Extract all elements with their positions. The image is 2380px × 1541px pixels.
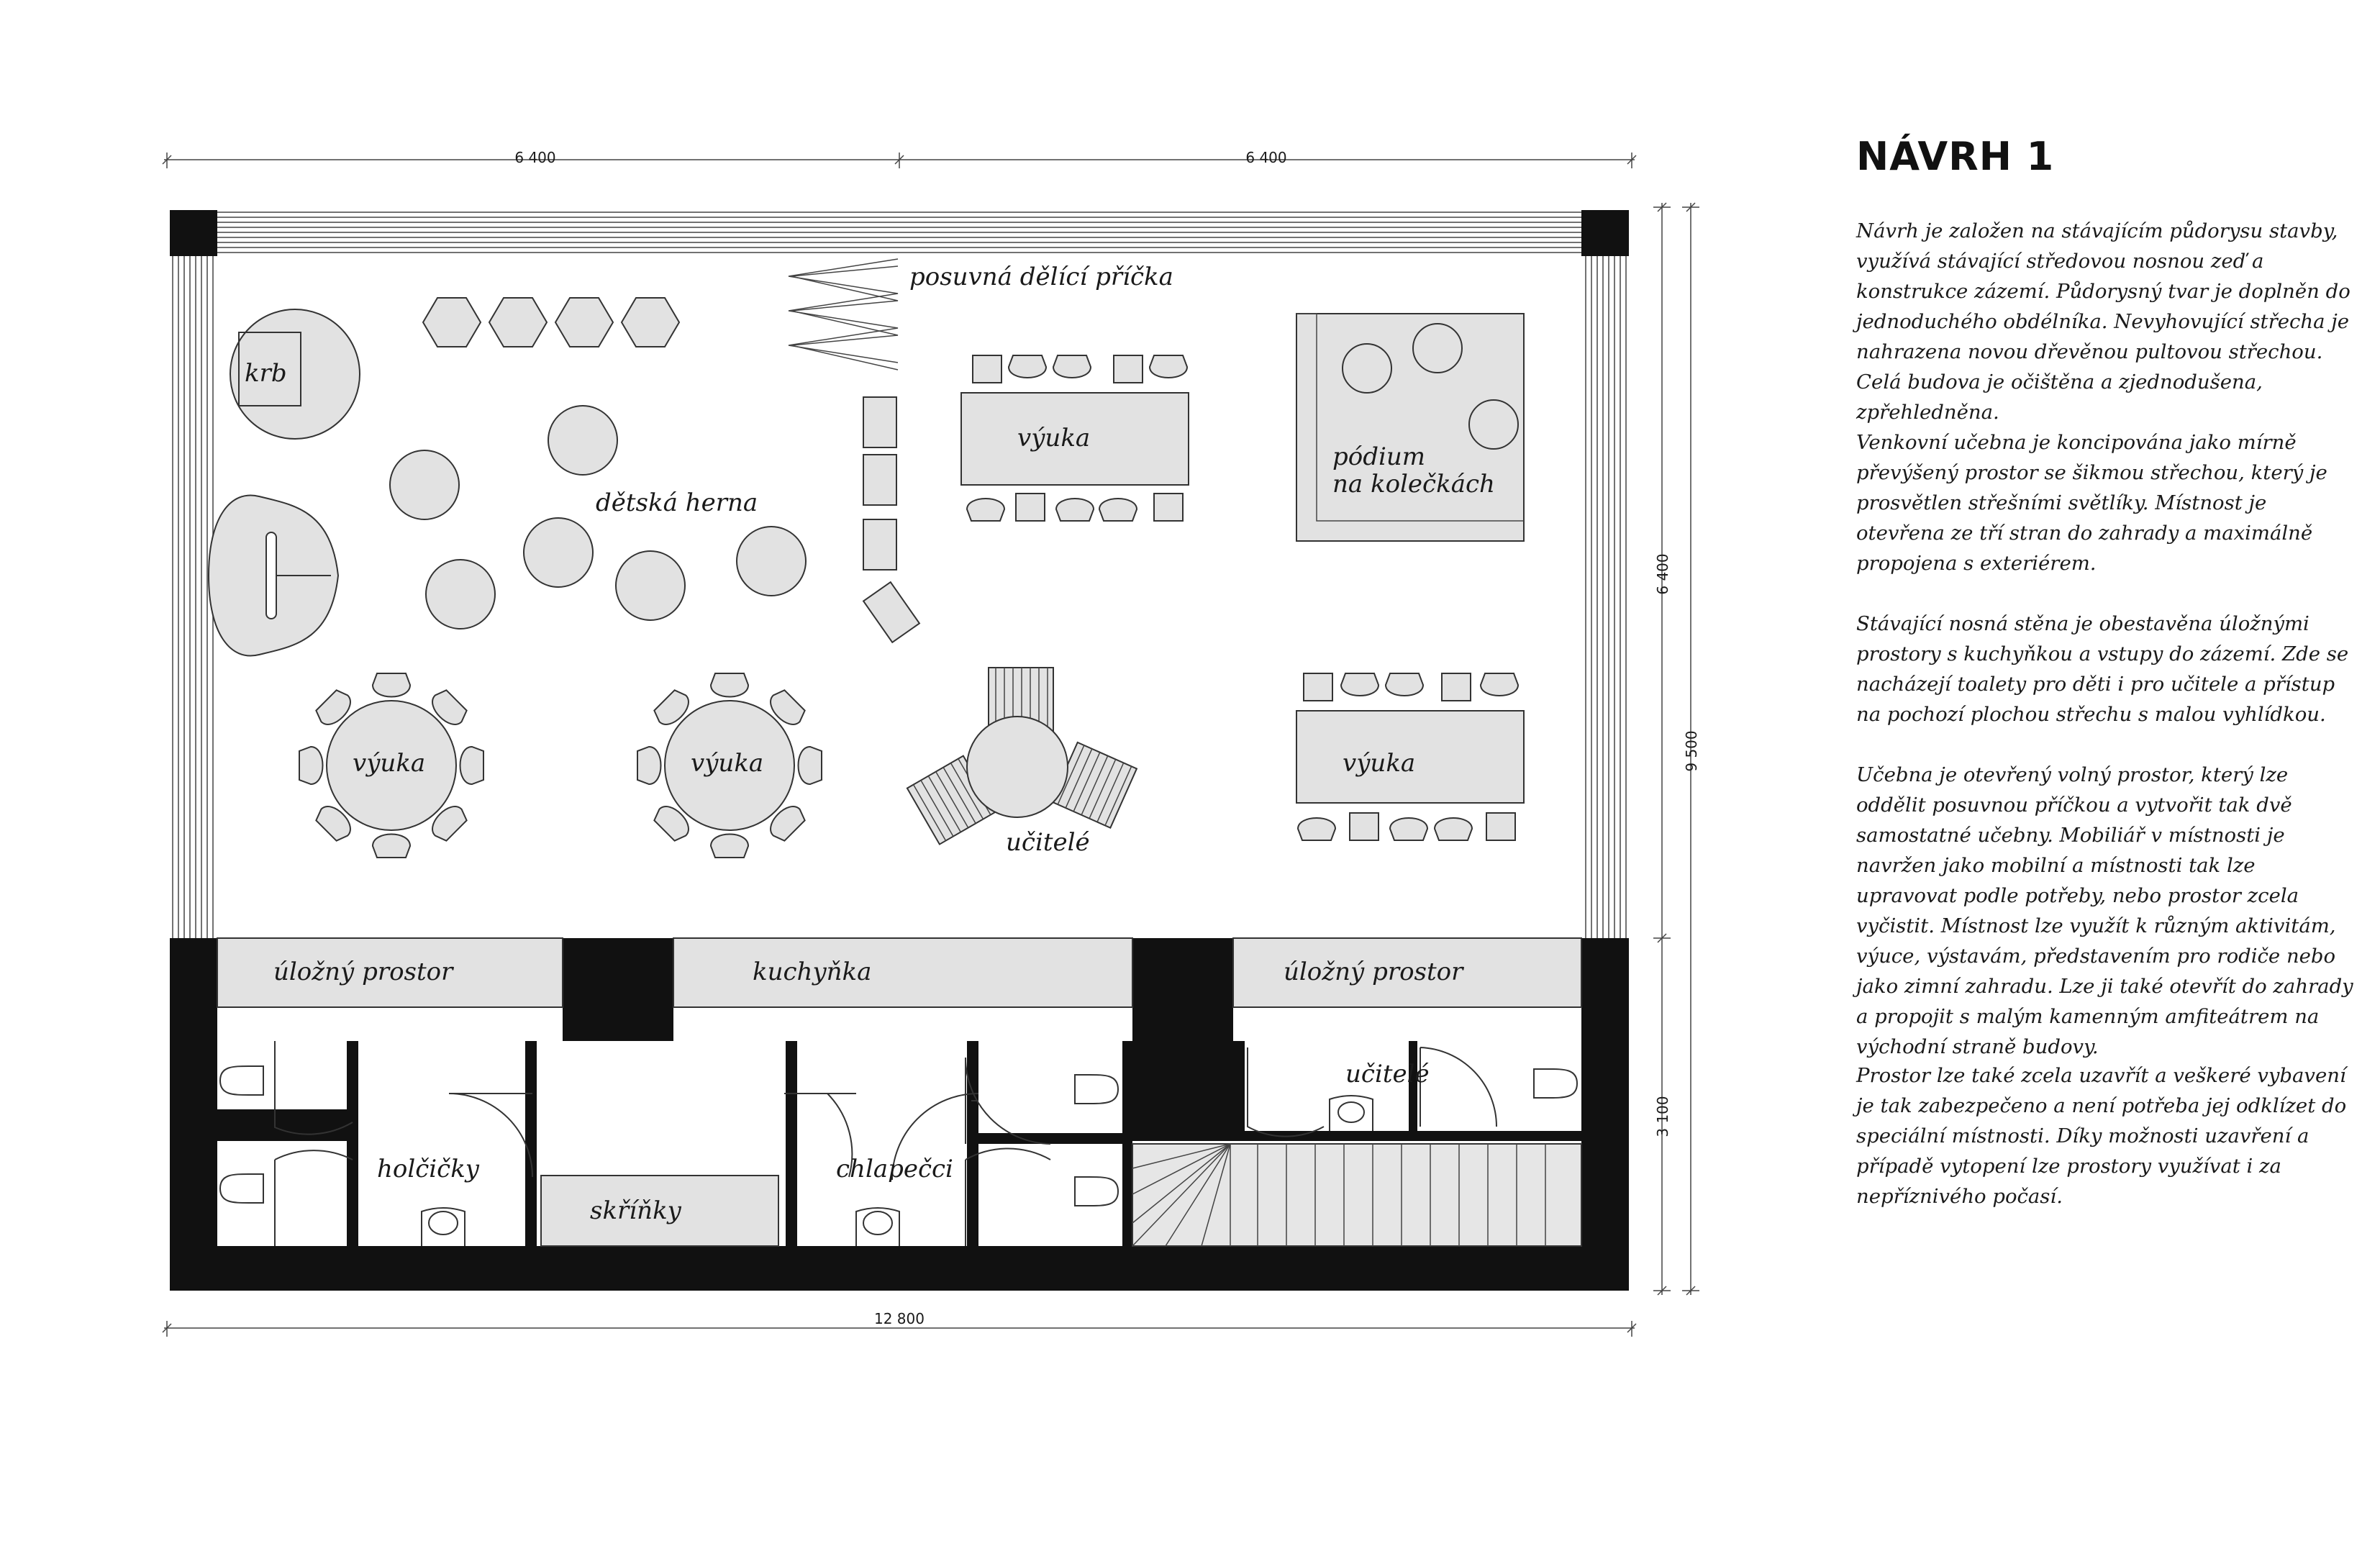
label-skrinky: skříňky xyxy=(590,1196,681,1225)
sofa xyxy=(209,495,338,655)
dim-bottom: 12 800 xyxy=(874,1310,925,1327)
dim-right-total: 9 500 xyxy=(1683,730,1700,772)
label-vyuka-center: výuka xyxy=(691,749,764,778)
chair xyxy=(637,747,661,784)
label-vyuka-left: výuka xyxy=(353,749,426,778)
label-chlapecci: chlapečci xyxy=(836,1155,953,1183)
label-kuchynka: kuchyňka xyxy=(753,958,872,986)
chair xyxy=(711,835,748,858)
podium xyxy=(1296,314,1524,541)
play-cushions xyxy=(390,406,806,629)
page-title: NÁVRH 1 xyxy=(1856,134,2055,179)
label-krb: krb xyxy=(245,359,287,388)
label-holcicky: holčičky xyxy=(377,1155,480,1183)
label-ucitele-corner: učitelé xyxy=(1006,828,1090,857)
dim-top-right: 6 400 xyxy=(1245,149,1287,166)
label-podium-line2: na kolečkách xyxy=(1332,470,1495,499)
chair xyxy=(373,835,410,858)
dim-top-left: 6 400 xyxy=(514,149,556,166)
description-paragraph-3: Stávající nosná stěna je obestavěna úložnými prostory s kuchyňkou a vstupy do zázemí. Zde se nacházejí toalety pro děti i pro učitele a přístup na pochozí plochou střechu s malou vyhlídkou. xyxy=(1856,612,2349,726)
description-paragraph-4: Učebna je otevřený volný prostor, který lze oddělit posuvnou příčkou a vytvořit tak dvě samostatné učebny. Mobiliář v místnosti je navržen jako mobilní a místnosti tak lze upravovat podle potřeby, nebo prostor zcela vyčistit. Místnost lze využít k různým aktivitám, výuce, výstavám, představením pro rodiče nebo jako zimní zahradu. Lze ji také otevřít do zahrady a propojit s malým kamenným amfiteátrem na východní straně budovy. xyxy=(1856,763,2353,1058)
teachers-corner xyxy=(907,668,1137,845)
label-ulozny-prostor-right: úložný prostor xyxy=(1284,958,1463,986)
label-detska-herna: dětská herna xyxy=(596,488,758,517)
label-vyuka-right: výuka xyxy=(1343,749,1416,778)
chair xyxy=(799,747,822,784)
description-paragraph-2: Venkovní učebna je koncipována jako mírně převýšený prostor se šikmou střechou, který je prosvětlen střešními světlíky. Místnost je otevřena ze tří stran do zahrady a maximálně propojena s exteriérem. xyxy=(1856,431,2327,575)
chair xyxy=(299,747,323,784)
chair xyxy=(460,747,484,784)
chair xyxy=(711,673,748,697)
label-ucitele-wc: učitelé xyxy=(1345,1060,1430,1088)
label-podium-line1: pódium xyxy=(1332,442,1426,471)
label-posuvna-pricka: posuvná dělící příčka xyxy=(909,263,1173,291)
sliding-partition xyxy=(789,259,898,370)
hexagon-seats xyxy=(423,298,679,347)
partition-blocks xyxy=(863,397,919,642)
dim-right-upper: 6 400 xyxy=(1654,553,1671,595)
description-paragraph-5: Prostor lze také zcela uzavřít a veškeré vybavení je tak zabezpečeno a není potřeba jej odklízet do speciální místnosti. Díky možnosti uzavření a případě vytopení lze prostory využívat i za nepříznivého počasí. xyxy=(1856,1064,2347,1208)
staircase xyxy=(1132,1144,1581,1246)
label-vyuka-middle: výuka xyxy=(1017,424,1091,453)
description-paragraph-1: Návrh je založen na stávajícím půdorysu stavby, využívá stávající středovou nosnou zeď a konstrukce zázemí. Půdorysný tvar je doplněn do jednoduchého obdélníka. Nevyhovující střecha je nahrazena novou dřevěnou pultovou střechou. Celá budova je očištěna a zjednodušena, zpřehledněna. xyxy=(1856,219,2351,424)
label-ulozny-prostor-left: úložný prostor xyxy=(273,958,453,986)
dim-right-lower: 3 100 xyxy=(1654,1096,1671,1137)
chair xyxy=(373,673,410,697)
